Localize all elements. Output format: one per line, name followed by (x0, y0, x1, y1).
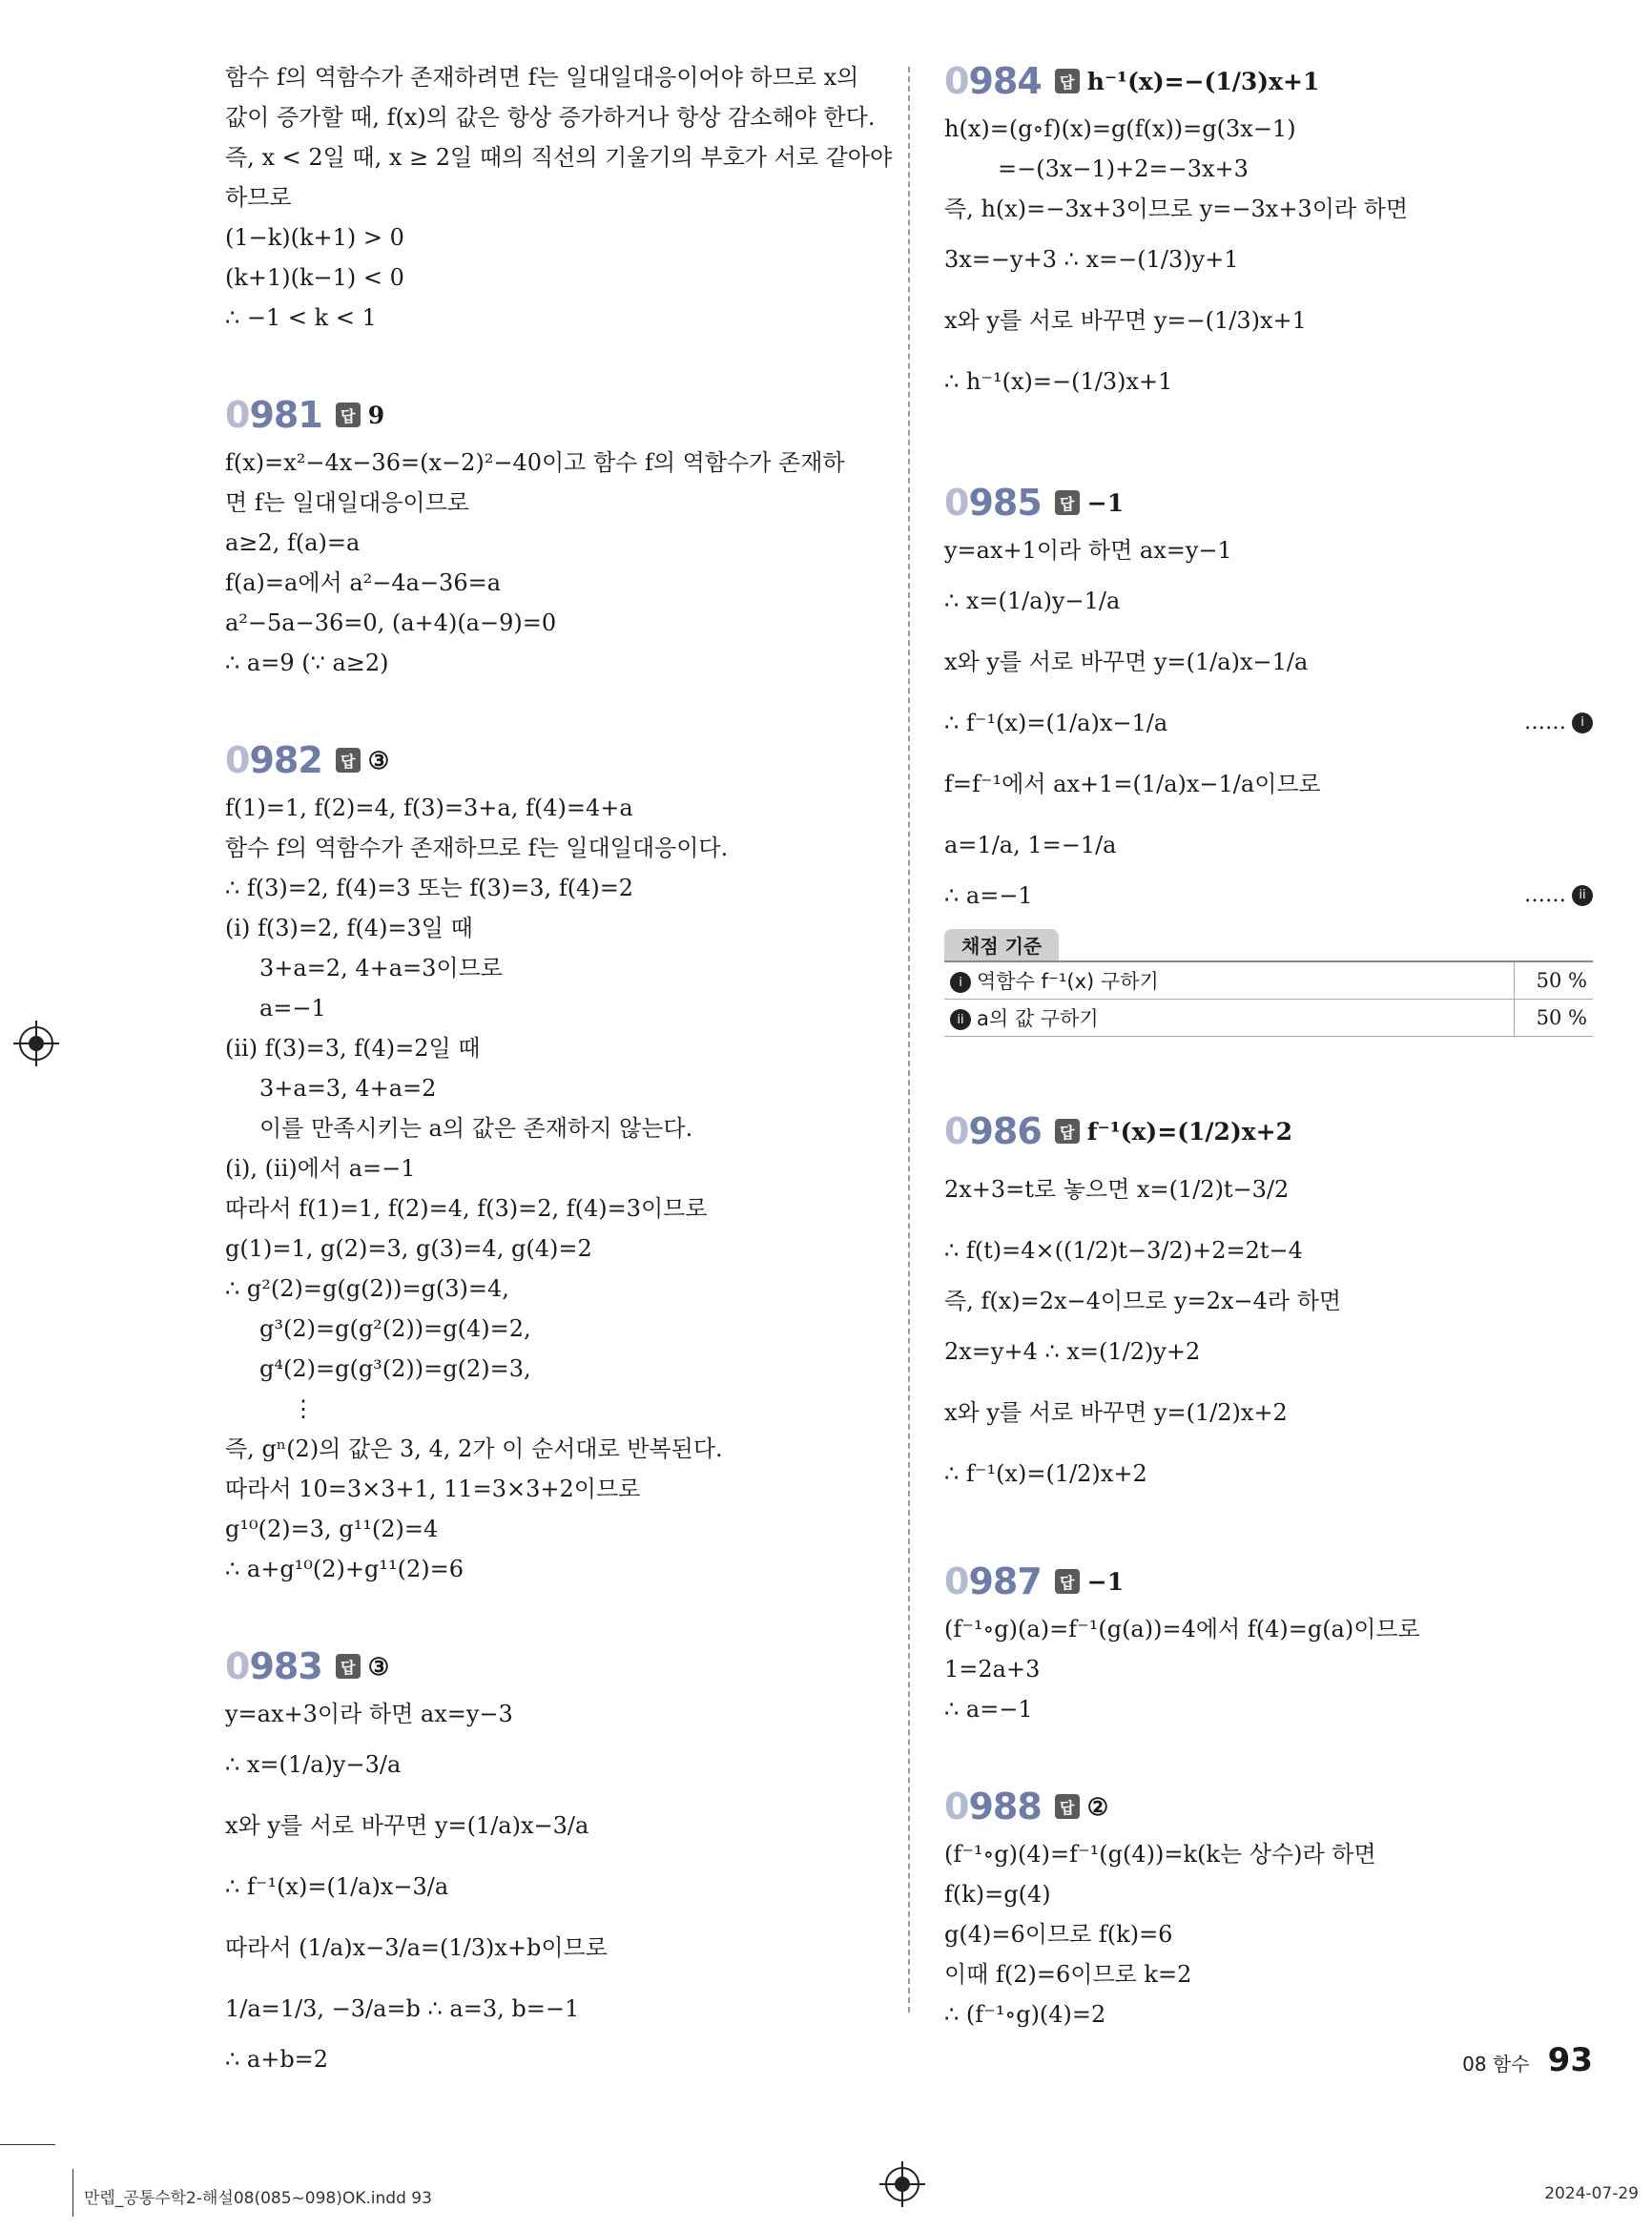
text-line: 이를 만족시키는 a의 값은 존재하지 않는다. (259, 1115, 693, 1142)
problem-number: 0985 (944, 482, 1042, 524)
problem-header-0984 (944, 53, 1612, 109)
text-line: ∴ f⁻¹(x)=(1/2)x+2 (944, 1460, 1147, 1487)
answer-badge: 답 (336, 403, 361, 427)
text-line: h(x)=(g∘f)(x)=g(f(x))=g(3x−1) (944, 115, 1296, 142)
problem-number: 0983 (225, 1645, 322, 1687)
text-line: y=ax+1이라 하면 ax=y−1 (944, 537, 1232, 564)
problem-number: 0988 (944, 1786, 1042, 1827)
grading-percent: 50 % (1515, 961, 1594, 1000)
text-line: (k+1)(k−1) < 0 (225, 264, 404, 291)
problem-number: 0981 (225, 394, 322, 436)
text-line: a≥2, f(a)=a (225, 529, 361, 556)
answer-value: h⁻¹(x)=−(1/3)x+1 (1086, 67, 1320, 95)
problem-header-0988 (944, 1779, 1612, 1834)
text-line: ∴ (f⁻¹∘g)(4)=2 (944, 2001, 1106, 2028)
answer-badge: 답 (336, 1654, 361, 1679)
text-line: f(1)=1, f(2)=4, f(3)=3+a, f(4)=4+a (225, 795, 633, 821)
table-row (944, 961, 1593, 1000)
grading-criteria (944, 929, 1593, 1037)
text-line: 값이 증가할 때, f(x)의 값은 항상 증가하거나 항상 감소해야 한다. (225, 104, 876, 131)
file-name: 만렙_공통수학2-해설08(085~098)OK.indd 93 (84, 2189, 432, 2208)
grading-percent: 50 % (1515, 1000, 1594, 1037)
column-divider (908, 67, 910, 2013)
text-line: 즉, h(x)=−3x+3이므로 y=−3x+3이라 하면 (944, 196, 1409, 222)
text-line: ∴ x=(1/a)y−1/a (944, 588, 1121, 614)
text-line: 1/a=1/3, −3/a=b ∴ a=3, b=−1 (225, 1995, 580, 2022)
text-line: 따라서 10=3×3+1, 11=3×3+2이므로 (225, 1476, 641, 1502)
text-line: f(k)=g(4) (944, 1881, 1051, 1908)
text-line: ∴ a+g¹⁰(2)+g¹¹(2)=6 (225, 1556, 465, 1582)
text-line: 1=2a+3 (944, 1656, 1041, 1683)
problem-number: 0982 (225, 739, 322, 781)
text-line: ∴ f⁻¹(x)=(1/a)x−3/a (225, 1873, 449, 1900)
text-line: (i) f(3)=2, f(4)=3일 때 (225, 915, 473, 941)
text-line: g(4)=6이므로 f(k)=6 (944, 1921, 1173, 1948)
problem-header-0981 (225, 387, 893, 443)
answer-badge: 답 (336, 748, 361, 773)
text-line: g(1)=1, g(2)=3, g(3)=4, g(4)=2 (225, 1235, 592, 1262)
grading-criterion: ii a의 값 구하기 (944, 1000, 1515, 1037)
text-line: (f⁻¹∘g)(4)=f⁻¹(g(4))=k(k는 상수)라 하면 (944, 1841, 1376, 1868)
answer-badge: 답 (1055, 69, 1080, 93)
text-line: g³(2)=g(g²(2))=g(4)=2, (259, 1315, 531, 1342)
text-line: (ii) f(3)=3, f(4)=2일 때 (225, 1035, 481, 1062)
step-marker-i: …… i (1524, 692, 1593, 754)
problem-number: 0986 (944, 1110, 1042, 1152)
page-footer (1462, 2041, 1593, 2079)
text-line: a=−1 (259, 995, 326, 1022)
text-line: 즉, x < 2일 때, x ≥ 2일 때의 직선의 기울기의 부호가 서로 같아야 (225, 144, 893, 171)
left-column (225, 57, 893, 2079)
answer-value: f⁻¹(x)=(1/2)x+2 (1086, 1117, 1293, 1146)
problem-header-0983 (225, 1639, 893, 1694)
problem-header-0982 (225, 733, 893, 788)
crop-mark (72, 2169, 73, 2217)
answer-value: ② (1086, 1792, 1109, 1821)
right-column (944, 57, 1612, 2034)
text-line: ⋮ (292, 1395, 315, 1422)
text-line: 이때 f(2)=6이므로 k=2 (944, 1961, 1192, 1988)
text-line: x와 y를 서로 바꾸면 y=−(1/3)x+1 (944, 307, 1307, 334)
text-line: a=1/a, 1=−1/a (944, 832, 1117, 858)
text-line: x와 y를 서로 바꾸면 y=(1/2)x+2 (944, 1399, 1288, 1426)
crop-mark (0, 2144, 55, 2145)
page-number: 93 (1547, 2041, 1593, 2079)
problem-number: 0987 (944, 1560, 1042, 1602)
text-line: f=f⁻¹에서 ax+1=(1/a)x−1/a이므로 (944, 771, 1321, 797)
text-line: 함수 f의 역함수가 존재하려면 f는 일대일대응이어야 하므로 x의 (225, 64, 859, 91)
text-line: ∴ f(3)=2, f(4)=3 또는 f(3)=3, f(4)=2 (225, 875, 634, 901)
grading-criterion: i 역함수 f⁻¹(x) 구하기 (944, 961, 1515, 1000)
problem-number: 0984 (944, 60, 1042, 102)
text-line: (f⁻¹∘g)(a)=f⁻¹(g(a))=4에서 f(4)=g(a)이므로 (944, 1616, 1420, 1642)
text-line: 면 f는 일대일대응이므로 (225, 489, 469, 516)
table-row (944, 1000, 1593, 1037)
text-line: 즉, gⁿ(2)의 값은 3, 4, 2가 이 순서대로 반복된다. (225, 1435, 723, 1462)
answer-value: −1 (1086, 488, 1125, 517)
problem-header-0985 (944, 475, 1612, 530)
text-line: ∴ x=(1/a)y−3/a (225, 1751, 402, 1778)
text-line: ∴ a+b=2 (225, 2046, 329, 2073)
text-line: ∴ g²(2)=g(g(2))=g(3)=4, (225, 1275, 509, 1302)
answer-badge: 답 (1055, 1569, 1080, 1594)
text-line: ∴ −1 < k < 1 (225, 304, 377, 331)
text-line: ∴ a=−1 (944, 1696, 1033, 1723)
problem-header-0986 (944, 1104, 1612, 1159)
answer-badge: 답 (1055, 490, 1080, 515)
text-line: a²−5a−36=0, (a+4)(a−9)=0 (225, 609, 557, 636)
answer-badge: 답 (1055, 1794, 1080, 1819)
text-line: 3x=−y+3 ∴ x=−(1/3)y+1 (944, 246, 1239, 273)
text-line: 2x=y+4 ∴ x=(1/2)y+2 (944, 1338, 1201, 1365)
section-label: 08 함수 (1462, 2053, 1530, 2075)
answer-badge: 답 (1055, 1119, 1080, 1144)
answer-value: −1 (1086, 1567, 1125, 1596)
text-line: ∴ f⁻¹(x)=(1/a)x−1/a …… i (944, 692, 1593, 754)
text-line: (i), (ii)에서 a=−1 (225, 1155, 416, 1182)
text-line: 하므로 (225, 184, 292, 211)
text-line: 3+a=2, 4+a=3이므로 (259, 955, 503, 981)
text-line: x와 y를 서로 바꾸면 y=(1/a)x−1/a (944, 649, 1309, 675)
answer-value: ③ (367, 1652, 390, 1681)
answer-value: 9 (367, 401, 385, 429)
problem-header-0987 (944, 1554, 1612, 1609)
text-line: (1−k)(k+1) > 0 (225, 224, 404, 251)
text-line: x와 y를 서로 바꾸면 y=(1/a)x−3/a (225, 1812, 589, 1839)
grading-table (944, 960, 1593, 1037)
text-line: 3+a=3, 4+a=2 (259, 1075, 437, 1102)
text-line: ∴ f(t)=4×((1/2)t−3/2)+2=2t−4 (944, 1237, 1303, 1264)
answer-value: ③ (367, 746, 390, 774)
registration-mark-icon (19, 1026, 53, 1061)
text-line: ∴ a=−1 …… ii (944, 876, 1593, 916)
registration-mark-icon (885, 2167, 919, 2201)
print-date: 2024-07-29 (1544, 2184, 1639, 2203)
text-line: f(a)=a에서 a²−4a−36=a (225, 569, 502, 596)
text-line: ∴ h⁻¹(x)=−(1/3)x+1 (944, 368, 1173, 395)
text-line: y=ax+3이라 하면 ax=y−3 (225, 1701, 513, 1727)
text-line: f(x)=x²−4x−36=(x−2)²−40이고 함수 f의 역함수가 존재하 (225, 449, 845, 476)
text-line: 함수 f의 역함수가 존재하므로 f는 일대일대응이다. (225, 835, 729, 861)
text-line: 따라서 f(1)=1, f(2)=4, f(3)=2, f(4)=3이므로 (225, 1195, 708, 1222)
step-marker-ii: …… ii (1524, 876, 1593, 916)
grading-title: 채점 기준 (944, 929, 1059, 960)
text-line: 즉, f(x)=2x−4이므로 y=2x−4라 하면 (944, 1288, 1342, 1314)
text-line: =−(3x−1)+2=−3x+3 (998, 155, 1249, 182)
text-line: ∴ a=9 (∵ a≥2) (225, 650, 389, 676)
text-line: g⁴(2)=g(g³(2))=g(2)=3, (259, 1355, 531, 1382)
text-line: 따라서 (1/a)x−3/a=(1/3)x+b이므로 (225, 1934, 608, 1961)
text-line: 2x+3=t로 놓으면 x=(1/2)t−3/2 (944, 1176, 1290, 1203)
text-line: g¹⁰(2)=3, g¹¹(2)=4 (225, 1516, 439, 1542)
